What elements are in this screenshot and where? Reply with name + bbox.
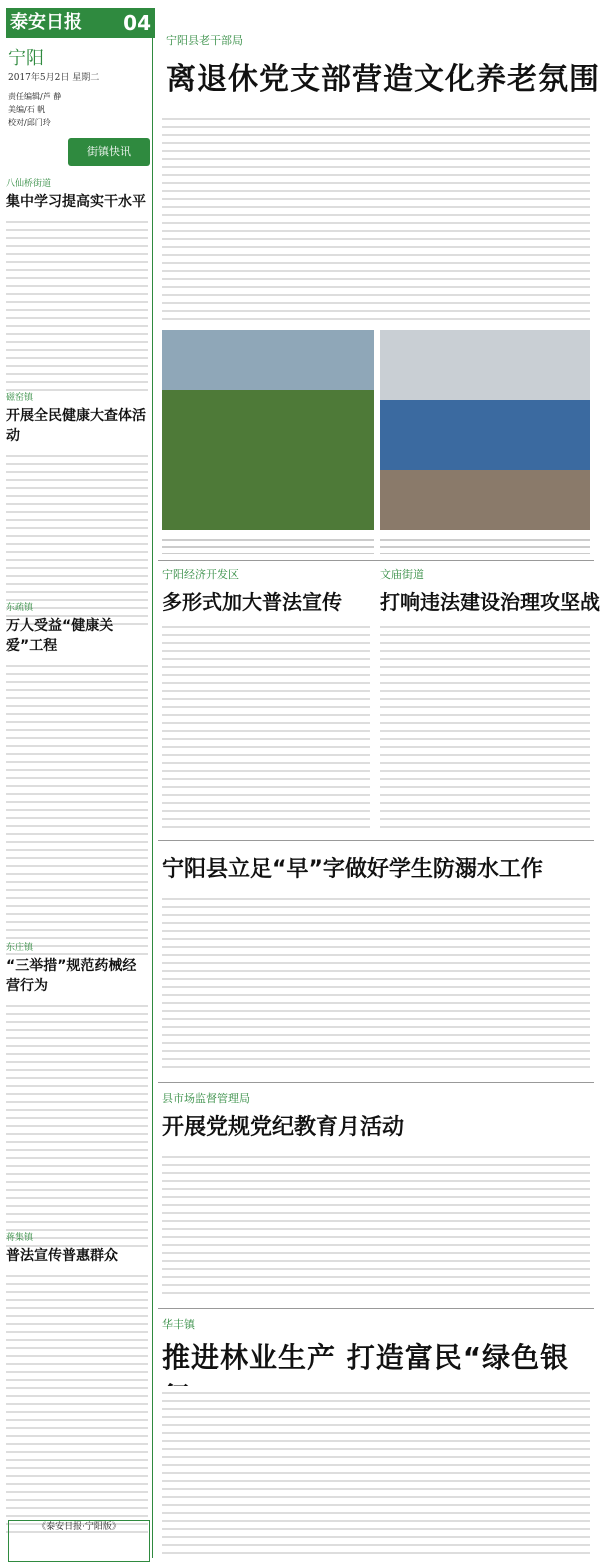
promo-title: 《泰安日报·宁阳版》 bbox=[37, 1522, 121, 1532]
designer: 美编/石 帆 bbox=[8, 105, 46, 114]
brief-section: 磁窑镇 bbox=[6, 393, 34, 403]
brief-title: 开展全民健康大查体活动 bbox=[6, 408, 146, 444]
lead-headline: 离退休党支部营造文化养老氛围 bbox=[166, 62, 600, 97]
brief-section: 蒋集镇 bbox=[6, 1233, 34, 1243]
edition-name: 宁阳 bbox=[8, 48, 44, 69]
lead-photo-1 bbox=[162, 330, 374, 530]
masthead bbox=[6, 8, 155, 38]
divider bbox=[158, 560, 594, 561]
story5-headline: 开展党规党纪教育月活动 bbox=[162, 1115, 405, 1140]
staff-credits bbox=[8, 90, 98, 129]
story2-body bbox=[162, 620, 370, 830]
story2-headline: 多形式加大普法宣传 bbox=[162, 590, 342, 614]
story6-headline: 推进林业生产 打造富民“绿色银 bbox=[162, 1341, 570, 1374]
brief-section: 八仙桥街道 bbox=[6, 179, 52, 189]
brief-body bbox=[6, 659, 148, 959]
story3-headline: 打响违法建设治理攻坚战 bbox=[380, 590, 600, 614]
lead-photo-2 bbox=[380, 330, 590, 530]
masthead-title: 泰安日报 bbox=[10, 12, 82, 33]
brief-5 bbox=[6, 1230, 148, 1539]
caption-1 bbox=[162, 534, 374, 554]
brief-body bbox=[6, 215, 148, 395]
story5-kicker: 县市场监督管理局 bbox=[162, 1092, 250, 1105]
proofreader: 校对/邱门玲 bbox=[8, 118, 51, 127]
story3-body bbox=[380, 620, 590, 830]
brief-3 bbox=[6, 600, 148, 959]
brief-1 bbox=[6, 176, 148, 395]
brief-title: 普法宣传普惠群众 bbox=[6, 1248, 118, 1264]
page-number: 04 bbox=[123, 11, 151, 35]
divider bbox=[158, 1308, 594, 1309]
caption-2 bbox=[380, 534, 590, 554]
brief-title: 集中学习提高实干水平 bbox=[6, 194, 146, 210]
lead-kicker: 宁阳县老干部局 bbox=[166, 34, 243, 47]
brief-section: 东庄镇 bbox=[6, 943, 34, 953]
promo-box bbox=[8, 1520, 150, 1562]
story3-kicker: 文庙街道 bbox=[380, 568, 424, 581]
brief-4 bbox=[6, 940, 148, 1249]
story6-kicker: 华丰镇 bbox=[162, 1318, 195, 1331]
brief-title: 万人受益“健康关爱”工程 bbox=[6, 618, 114, 654]
issue-date: 2017年5月2日 星期二 bbox=[8, 73, 100, 83]
brief-section: 东疏镇 bbox=[6, 603, 34, 613]
story6-body bbox=[162, 1386, 590, 1556]
lead-body bbox=[162, 112, 590, 322]
story2-kicker: 宁阳经济开发区 bbox=[162, 568, 239, 581]
brief-title: “三举措”规范药械经营行为 bbox=[6, 958, 137, 994]
brief-2 bbox=[6, 390, 148, 629]
story4-body bbox=[162, 892, 590, 1072]
editor: 责任编辑/芦 静 bbox=[8, 92, 62, 101]
divider bbox=[158, 1082, 594, 1083]
column-logo: 街镇快讯 bbox=[68, 138, 150, 166]
story4-headline: 宁阳县立足“早”字做好学生防溺水工作 bbox=[162, 857, 543, 882]
divider bbox=[152, 8, 153, 1558]
brief-body bbox=[6, 999, 148, 1249]
brief-body bbox=[6, 1269, 148, 1539]
divider bbox=[158, 840, 594, 841]
story5-body bbox=[162, 1150, 590, 1300]
